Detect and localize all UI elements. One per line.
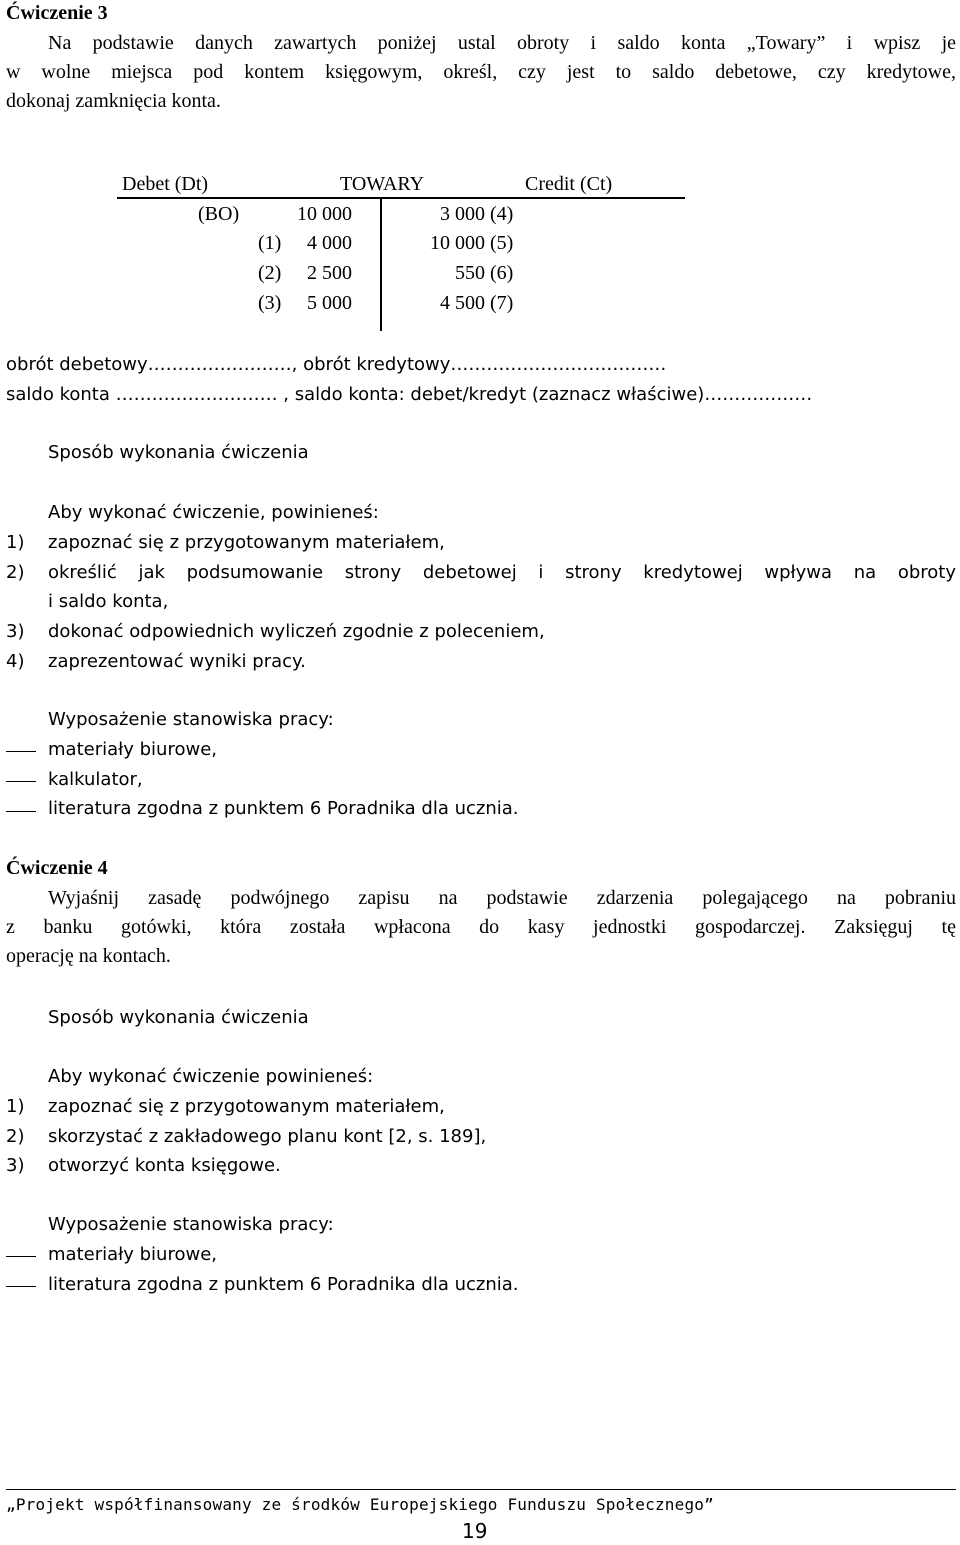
step-number: 3) xyxy=(6,1155,25,1176)
step-number: 2) xyxy=(6,1126,25,1147)
credit-row-amount: 10 000 xyxy=(430,232,485,254)
credit-row-amount: 550 xyxy=(455,262,485,284)
page-number: 19 xyxy=(462,1519,488,1543)
step-number: 1) xyxy=(6,1096,25,1117)
exercise-4-title: Ćwiczenie 4 xyxy=(6,857,108,879)
step-text-continuation: i saldo konta, xyxy=(48,591,169,612)
credit-row-label: (7) xyxy=(490,292,514,314)
exercise-4-text-line-1: Wyjaśnij zasadę podwójnego zapisu na podstawie zdarzenia polegającego na pobraniu xyxy=(48,887,956,909)
step-text: otworzyć konta księgowe. xyxy=(48,1155,281,1176)
step-text: określić jak podsumowanie strony debetowej i strony kredytowej wpływa na obroty xyxy=(48,562,956,583)
step-number: 3) xyxy=(6,621,25,642)
step-text: dokonać odpowiednich wyliczeń zgodnie z poleceniem, xyxy=(48,621,545,642)
equipment-item: kalkulator, xyxy=(48,769,143,790)
exercise-3-text-line-1: Na podstawie danych zawartych poniżej ustal obroty i saldo konta „Towary” i wpisz je xyxy=(48,32,956,54)
step-number: 1) xyxy=(6,532,25,553)
t-account-debit-header: Debet (Dt) xyxy=(122,173,209,195)
equipment-heading: Wyposażenie stanowiska pracy: xyxy=(48,1214,334,1235)
credit-row-amount: 3 000 xyxy=(440,203,485,225)
debit-row-label: (2) xyxy=(258,262,282,284)
debit-row-label: (3) xyxy=(258,292,282,314)
debit-row-label: (BO) xyxy=(198,203,240,225)
t-account-horizontal-line xyxy=(117,197,685,199)
section-heading-method: Sposób wykonania ćwiczenia xyxy=(48,1007,309,1028)
debit-row-amount: 2 500 xyxy=(307,262,352,284)
method-intro: Aby wykonać ćwiczenie, powinieneś: xyxy=(48,502,379,523)
step-text: zapoznać się z przygotowanym materiałem, xyxy=(48,532,445,553)
step-number: 2) xyxy=(6,562,25,583)
equipment-heading: Wyposażenie stanowiska pracy: xyxy=(48,709,334,730)
footer-divider xyxy=(6,1489,956,1490)
list-dash-icon xyxy=(6,811,36,812)
list-dash-icon xyxy=(6,1256,36,1257)
step-text: zapoznać się z przygotowanym materiałem, xyxy=(48,1096,445,1117)
t-account-vertical-line xyxy=(380,199,382,331)
debit-row-amount: 4 000 xyxy=(307,232,352,254)
equipment-item: literatura zgodna z punktem 6 Poradnika dla ucznia. xyxy=(48,1274,519,1295)
exercise-3-title: Ćwiczenie 3 xyxy=(6,2,108,24)
equipment-item: materiały biurowe, xyxy=(48,1244,217,1265)
t-account-title: TOWARY xyxy=(340,173,425,195)
equipment-item: literatura zgodna z punktem 6 Poradnika dla ucznia. xyxy=(48,798,519,819)
debit-row-amount: 10 000 xyxy=(297,203,352,225)
footer-project-note: „Projekt współfinansowany ze środków Europejskiego Funduszu Społecznego” xyxy=(6,1495,714,1514)
exercise-3-text-line-2: w wolne miejsca pod kontem księgowym, określ, czy jest to saldo debetowe, czy kredytowe, xyxy=(6,61,956,83)
t-account-credit-header: Credit (Ct) xyxy=(525,173,613,195)
section-heading-method: Sposób wykonania ćwiczenia xyxy=(48,442,309,463)
exercise-4-text-line-3: operację na kontach. xyxy=(6,945,171,967)
step-text: skorzystać z zakładowego planu kont [2, s. 189], xyxy=(48,1126,487,1147)
debit-row-label: (1) xyxy=(258,232,282,254)
turnover-fill-line: obrót debetowy……………………, obrót kredytowy……………………………… xyxy=(6,354,667,375)
list-dash-icon xyxy=(6,1286,36,1287)
credit-row-label: (4) xyxy=(490,203,514,225)
list-dash-icon xyxy=(6,751,36,752)
debit-row-amount: 5 000 xyxy=(307,292,352,314)
method-intro: Aby wykonać ćwiczenie powinieneś: xyxy=(48,1066,374,1087)
exercise-3-text-line-3: dokonaj zamknięcia konta. xyxy=(6,90,221,112)
equipment-item: materiały biurowe, xyxy=(48,739,217,760)
credit-row-amount: 4 500 xyxy=(440,292,485,314)
balance-fill-line: saldo konta ……………………… , saldo konta: debet/kredyt (zaznacz właściwe)……………… xyxy=(6,384,813,405)
list-dash-icon xyxy=(6,781,36,782)
exercise-4-text-line-2: z banku gotówki, która została wpłacona do kasy jednostki gospodarczej. Zaksięguj tę xyxy=(6,916,956,938)
step-text: zaprezentować wyniki pracy. xyxy=(48,651,306,672)
step-number: 4) xyxy=(6,651,25,672)
credit-row-label: (5) xyxy=(490,232,514,254)
credit-row-label: (6) xyxy=(490,262,514,284)
